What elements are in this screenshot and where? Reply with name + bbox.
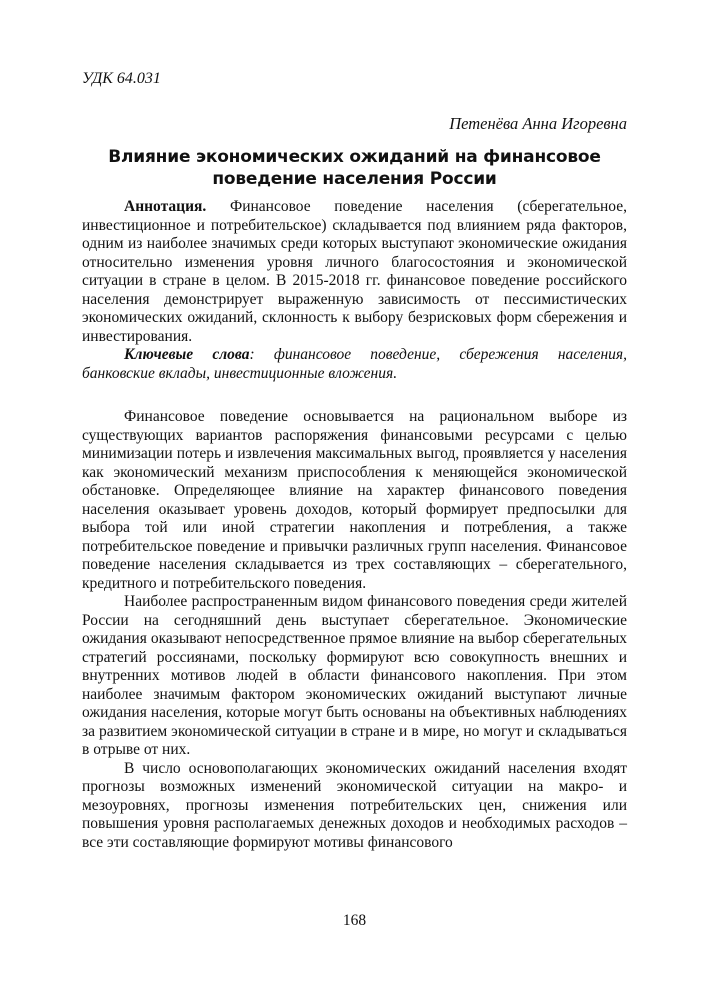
- paper-title-line-1: Влияние экономических ожиданий на финансовое: [108, 147, 601, 167]
- abstract-paragraph: [82, 198, 627, 346]
- body-text: [82, 408, 627, 852]
- body-paragraph-3: В число основополагающих экономических ожиданий населения входят прогнозы возможных изменений экономической ситуации на макро- и мезоуровнях, прогнозы изменения потребительских цен, снижения или повышения уровня располагаемых денежных доходов и необходимых расходов – все эти составляющие формируют мотивы финансового: [82, 759, 627, 851]
- page-number: 168: [342, 912, 367, 929]
- paper-title: [82, 146, 627, 190]
- abstract-text: Финансовое поведение населения (сберегательное, инвестиционное и потребительское) складывается под влиянием ряда факторов, одним из наиболее значимых среди которых выступают экономические ожидания относительно изменения уровня личного благосостояния и экономической ситуации в стране в целом. В 2015-2018 гг. финансовое поведение российского населения демонстрирует выраженную зависимость от пессимистических экономических ожиданий, склонность к выбору безрисковых форм сбережения и инвестирования.: [82, 198, 627, 345]
- body-paragraph-1: Финансовое поведение основывается на рациональном выборе из существующих вариантов распоряжения финансовыми ресурсами с целью минимизации потерь и извлечения максимальных выгод, проявляется у населения как экономический механизм приспособления к меняющейся экономической обстановке. Определяющее влияние на характер финансового поведения населения оказывает уровень доходов, который формирует предпосылки для выбора той или иной стратегии накопления и потребления, а также потребительское поведение и привычки различных групп населения. Финансовое поведение населения складывается из трех составляющих – сберегательного, кредитного и потребительского поведения.: [82, 408, 627, 592]
- abstract-label: Аннотация.: [124, 198, 207, 215]
- author-name: Петенёва Анна Игоревна: [449, 114, 627, 133]
- udk-code: УДК 64.031: [82, 70, 161, 87]
- paper-title-line-2: поведение населения России: [212, 169, 497, 189]
- keywords-label: Ключевые слова: [124, 346, 250, 363]
- keywords-paragraph: [82, 346, 627, 383]
- abstract-section: [82, 198, 627, 383]
- keywords-text: : финансовое поведение, сбережения населения, банковские вклады, инвестиционные вложения.: [82, 346, 627, 382]
- body-paragraph-2: Наиболее распространенным видом финансового поведения среди жителей России на сегодняшний день выступает сберегательное. Экономические ожидания оказывают непосредственное прямое влияние на выбор сберегательных стратегий россиянами, поскольку формируют всю совокупность внешних и внутренних мотивов людей в области финансового накопления. При этом наиболее значимым фактором экономических ожиданий выступают личные ожидания населения, которые могут быть основаны на объективных наблюдениях за развитием экономической ситуации в стране и в мире, но могут и складываться в отрыве от них.: [82, 593, 627, 758]
